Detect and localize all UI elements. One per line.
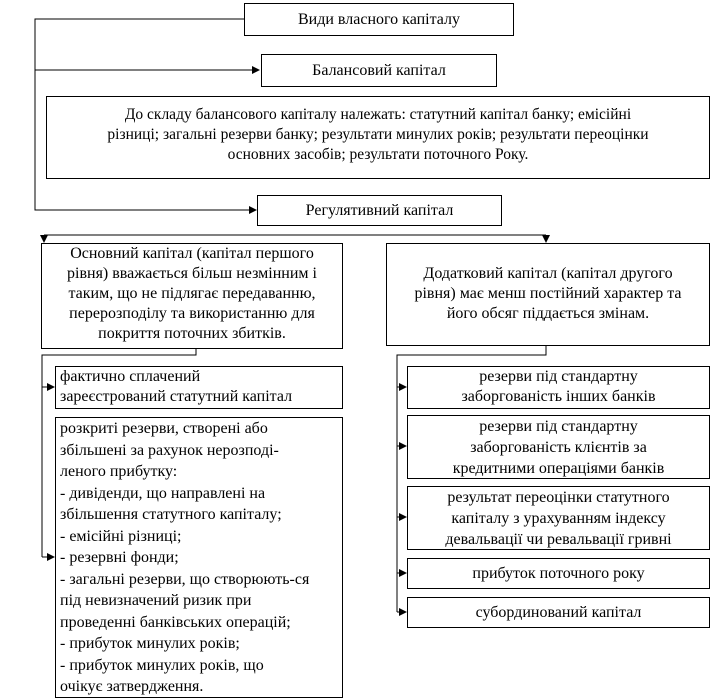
tier2-description-line: рівня) має менш постійний характер та [414,285,682,302]
tier1-item-line: під невизначений ризик при [60,592,252,609]
tier1-description-line: покриття поточних збитків. [98,325,286,342]
tier1-item-disclosed-reserves [55,417,343,698]
tier1-description-line: рівня) вважається більш незмінним і [67,265,317,282]
tier1-item-line: проведенні банківських операцій; [60,613,291,631]
title-text: Види власного капіталу [297,10,461,28]
tier1-item-line: - прибуток минулих років, що [60,656,264,674]
tier2-item-line: заборгованість клієнтів за [470,439,647,456]
tier2-item-line: резерви під стандартну [479,418,638,435]
tier2-item-current-profit [407,558,710,589]
tier2-item-line: результат переоцінки статутного [447,489,670,506]
tier1-item-line: очікує затвердження. [60,678,204,695]
connector-title-balance [35,19,259,70]
tier1-description-line: перерозподілу та використанню для [69,305,315,322]
tier1-item-line: - резервні фонди; [60,549,179,566]
balance-capital-title: Балансовий капітал [312,61,446,79]
tier2-item-line: кредитними операціями банків [452,460,665,477]
tier1-item-line: - прибуток минулих років; [60,635,240,652]
tier1-item-line: - дивіденди, що направлені на [60,484,266,502]
tier2-description-line: його обсяг піддається змінам. [446,305,650,322]
tier2-item-line: субординований капітал [475,603,642,621]
regulatory-capital-title: Регулятивний капітал [305,201,454,219]
tier2-item-line: прибуток поточного року [472,564,645,582]
tier2-item-line: девальвації чи ревальвації гривні [445,531,672,548]
tier1-item-line: розкриті резерви, створені або [60,420,268,437]
tier1-description-line: таким, що не підлягає передаванню, [68,285,316,302]
tier1-item-line: зареєстрований статутний капітал [60,388,293,405]
tier2-item-line: резерви під стандартну [479,368,638,385]
tier2-item-revaluation [407,486,710,550]
tier2-item-line: заборгованість інших банків [461,388,656,405]
tier1-item-line: збільшення статутного капіталу; [60,506,282,523]
tier1-description-line: Основний капітал (капітал першого [70,245,314,262]
tier1-item-line: - емісійні різниці; [60,527,182,545]
tier2-item-client-reserves [407,415,710,479]
tier1-item-line: фактично сплачений [60,368,201,385]
balance-description-line: різниці; загальні резерви банку; результати минулих років; результати переоцінки [107,126,649,143]
balance-capital-box [261,54,497,87]
tier1-description-box [41,243,343,349]
tier2-item-line: капіталу з урахуванням індексу [451,510,666,527]
balance-description-line: основних засобів; результати поточного Року. [227,146,529,163]
tier2-description-box [386,243,710,346]
balance-capital-description [46,96,710,179]
tier1-item-line: - загальні резерви, що створюють-ся [60,570,310,588]
tier1-item-paid-capital [55,366,343,409]
regulatory-capital-box [257,195,502,226]
tier2-item-interbank-reserves [407,366,710,409]
title-box [244,3,514,36]
tier1-item-line: збільшені за рахунок нерозподі- [60,441,279,459]
balance-description-line: До складу балансового капіталу належать: статутний капітал банку; емісійні [124,106,632,123]
tier1-item-line: леного прибутку: [60,463,178,480]
tier2-item-subordinated-capital [407,597,710,628]
tier2-description-line: Додатковий капітал (капітал другого [423,265,673,282]
